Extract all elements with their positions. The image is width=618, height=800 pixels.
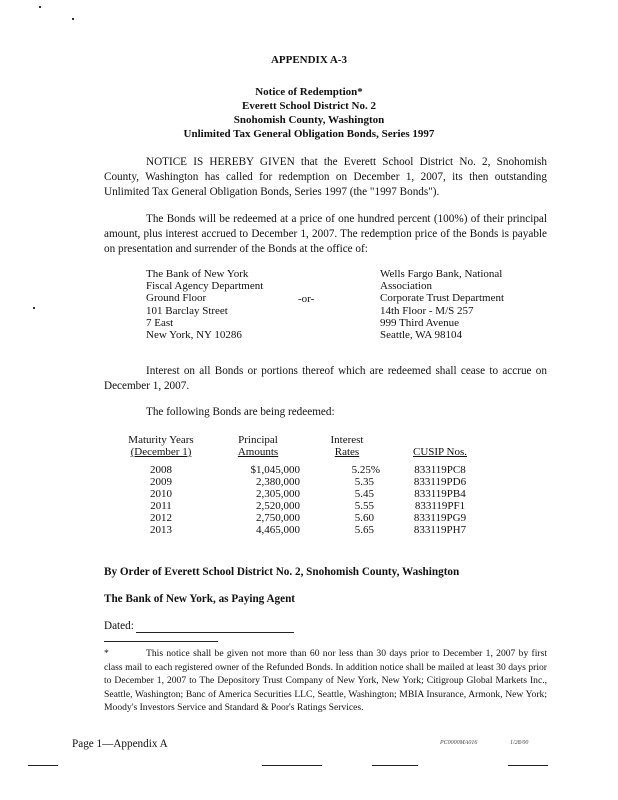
district-name: Everett School District No. 2 <box>242 100 376 112</box>
principal-amount: 2,520,000 <box>256 500 300 512</box>
cusip-number: 833119PG9 <box>413 512 467 524</box>
table-row <box>112 524 492 536</box>
header-interest: Interest <box>330 434 364 446</box>
address-line: Ground Floor <box>146 292 207 305</box>
county-name: Snohomish County, Washington <box>233 114 385 126</box>
table-row <box>112 512 492 524</box>
interest-rate: 5.55 <box>354 500 374 512</box>
dated-label: Dated: <box>104 620 134 632</box>
maturity-year: 2013 <box>150 524 172 536</box>
principal-amount: 2,750,000 <box>256 512 300 524</box>
scan-artifact-line <box>28 765 58 766</box>
address-line: New York, NY 10286 <box>146 329 242 342</box>
footnote-marker: * <box>104 648 109 659</box>
redemption-price-paragraph: The Bonds will be redeemed at a price of one hundred percent (100%) of their principal amount, plus interest accrued to December 1, 2007. The redemption price of the Bonds is payable on presentation and surrender of the Bonds at the office of: <box>104 213 547 255</box>
order-line: By Order of Everett School District No. 2, Snohomish County, Washington <box>104 566 460 578</box>
interest-rate: 5.65 <box>354 524 374 536</box>
notice-paragraph: NOTICE IS HEREBY GIVEN that the Everett School District No. 2, Snohomish County, Washington has called for redemption on December 1, 2007, its then outstanding Unlimited Tax General Obligation Bonds, Series 1997 (the "1997 Bonds"). <box>104 156 547 198</box>
table-row <box>112 476 492 488</box>
appendix-heading: APPENDIX A-3 <box>270 54 348 66</box>
paying-agent-address-ny <box>146 268 263 341</box>
principal-amount: 4,465,000 <box>256 524 300 536</box>
cusip-number: 833119PC8 <box>414 464 466 476</box>
address-line: 7 East <box>146 316 174 329</box>
address-line: Fiscal Agency Department <box>146 280 264 293</box>
principal-amount: 2,305,000 <box>256 488 300 500</box>
address-line: 999 Third Avenue <box>380 316 460 329</box>
table-row <box>112 488 492 500</box>
document-code: PC0000MA016 <box>440 740 478 746</box>
paying-agent-address-seattle <box>380 268 504 341</box>
notice-title: Notice of Redemption* <box>255 86 363 98</box>
page-label: Page 1—Appendix A <box>72 738 168 750</box>
bond-series-title: Unlimited Tax General Obligation Bonds, Series 1997 <box>183 128 435 140</box>
header-interest-sub: Rates <box>334 446 360 458</box>
interest-rate: 5.45 <box>354 488 374 500</box>
scan-artifact-line <box>508 765 548 766</box>
interest-rate: 5.60 <box>354 512 374 524</box>
scan-speck <box>39 6 41 8</box>
table-header-row <box>112 446 492 458</box>
header-maturity-sub: (December 1) <box>130 446 192 458</box>
address-line: 14th Floor - M/S 257 <box>380 304 474 317</box>
principal-amount: 2,380,000 <box>256 476 300 488</box>
address-line: Association <box>380 280 432 293</box>
header-principal-sub: Amounts <box>237 446 279 458</box>
bonds-table <box>112 434 492 536</box>
document-date: 1/28/00 <box>510 740 529 746</box>
cusip-number: 833119PB4 <box>414 488 466 500</box>
paying-agent-line: The Bank of New York, as Paying Agent <box>104 593 296 605</box>
address-line: Corporate Trust Department <box>380 292 505 305</box>
table-row <box>112 464 492 476</box>
bonds-intro: The following Bonds are being redeemed: <box>146 406 335 418</box>
address-line: The Bank of New York <box>146 268 249 280</box>
footnote-separator <box>104 641 218 642</box>
interest-rate: 5.25% <box>351 464 380 476</box>
scan-speck <box>33 307 35 309</box>
address-line: 101 Barclay Street <box>146 304 228 317</box>
dated-signature-line <box>136 632 294 633</box>
header-principal: Principal <box>238 434 278 446</box>
address-line: Wells Fargo Bank, National <box>380 268 503 280</box>
interest-rate: 5.35 <box>354 476 374 488</box>
header-cusip: CUSIP Nos. <box>413 446 467 458</box>
maturity-year: 2008 <box>150 464 172 476</box>
scan-artifact-line <box>262 765 322 766</box>
scan-artifact-line <box>372 765 418 766</box>
maturity-year: 2010 <box>150 488 172 500</box>
footnote-text: This notice shall be given not more than 60 nor less than 30 days prior to December 1, 2007 by first class mail to each registered owner of the Refunded Bonds. In addition notice shall be mailed at least 30 days prior to December 1, 2007 to The Depository Trust Company of New York, New York; Citigroup Global Markets Inc., Seattle, Washington; Banc of America Securities LLC, Seattle, Washington; MBIA Insurance, Armonk, New York; Moody's Investors Service and Standard & Poor's Ratings Services. <box>104 648 547 714</box>
maturity-year: 2011 <box>150 500 172 512</box>
table-row <box>112 500 492 512</box>
address-separator: -or- <box>298 293 315 305</box>
maturity-year: 2012 <box>150 512 172 524</box>
scan-speck <box>72 18 74 20</box>
address-line: Seattle, WA 98104 <box>380 329 462 342</box>
cusip-number: 833119PD6 <box>413 476 467 488</box>
cusip-number: 833119PF1 <box>414 500 466 512</box>
interest-cease-paragraph: Interest on all Bonds or portions thereof which are redeemed shall cease to accrue on December 1, 2007. <box>104 365 547 392</box>
cusip-number: 833119PH7 <box>413 524 467 536</box>
principal-amount: $1,045,000 <box>250 464 300 476</box>
table-header-row <box>112 434 492 446</box>
header-maturity: Maturity Years <box>128 434 194 446</box>
maturity-year: 2009 <box>150 476 172 488</box>
